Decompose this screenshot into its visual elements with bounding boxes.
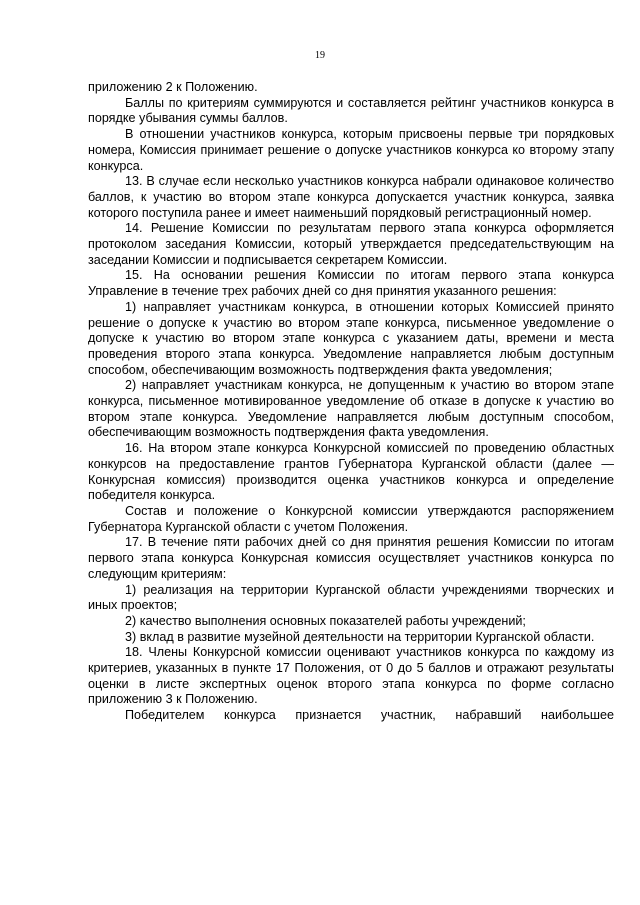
paragraph-clause-15-item-1: 1) направляет участникам конкурса, в отношении которых Комиссией принято решение о допуске к участию во втором этапе конкурса, письменное уведомление о допуске к участию во втором этапе конкурса с указанием даты, времени и места проведения второго этапа конкурса. Уведомление направляется любым доступным способом, обеспечивающим возможность подтверждения факта уведомления; (88, 299, 614, 377)
page-number: 19 (315, 50, 325, 61)
paragraph-clause-16: 16. На втором этапе конкурса Конкурсной комиссией по проведению областных конкурсов на предоставление грантов Губернатора Курганской области (далее — Конкурсная комиссия) производится оценка участников конкурса и определение победителя конкурса. (88, 441, 614, 503)
paragraph-clause-13: 13. В случае если несколько участников конкурса набрали одинаковое количество баллов, к участию во втором этапе конкурса допускается участник конкурса, заявка которого поступила ранее и имеет наименьший порядковый регистрационный номер. (88, 174, 614, 220)
document-body (88, 80, 614, 724)
paragraph-clause-14: 14. Решение Комиссии по результатам первого этапа конкурса оформляется протоколом заседания Комиссии, который утверждается председательствующим на заседании Комиссии и подписывается секретарем Комиссии. (88, 221, 614, 267)
paragraph-top-three: В отношении участников конкурса, которым присвоены первые три порядковых номера, Комиссия принимает решение о допуске участников конкурса ко второму этапу конкурса. (88, 127, 614, 173)
paragraph-continuation: приложению 2 к Положению. (88, 80, 258, 94)
paragraph-scoring: Баллы по критериям суммируются и составляется рейтинг участников конкурса в порядке убывания суммы баллов. (88, 95, 614, 126)
paragraph-clause-17: 17. В течение пяти рабочих дней со дня принятия решения Комиссии по итогам первого этапа конкурса Конкурсная комиссия осуществляет участников конкурса по следующим критериям: (88, 535, 614, 581)
paragraph-clause-15-item-2: 2) направляет участникам конкурса, не допущенным к участию во втором этапе конкурса, письменное мотивированное уведомление об отказе в допуске к участию во втором этапе конкурса. Уведомление направляется любым доступным способом, обеспечивающим возможность подтверждения факта уведомления. (88, 378, 614, 440)
paragraph-commission-composition: Состав и положение о Конкурсной комиссии утверждаются распоряжением Губернатора Курганской области с учетом Положения. (88, 503, 614, 534)
paragraph-clause-18: 18. Члены Конкурсной комиссии оценивают участников конкурса по каждому из критериев, указанных в пункте 17 Положения, от 0 до 5 баллов и отражают результаты оценки в листе экспертных оценок второго этапа конкурса по форме согласно приложению 3 к Положению. (88, 645, 614, 707)
paragraph-clause-15: 15. На основании решения Комиссии по итогам первого этапа конкурса Управление в течение трех рабочих дней со дня принятия указанного решения: (88, 268, 614, 299)
paragraph-winner: Победителем конкурса признается участник, набравший наибольшее (125, 708, 614, 723)
paragraph-criterion-1: 1) реализация на территории Курганской области учреждениями творческих и иных проектов; (88, 582, 614, 613)
paragraph-criterion-3: 3) вклад в развитие музейной деятельности на территории Курганской области. (125, 629, 595, 644)
paragraph-criterion-2: 2) качество выполнения основных показателей работы учреждений; (125, 613, 526, 628)
